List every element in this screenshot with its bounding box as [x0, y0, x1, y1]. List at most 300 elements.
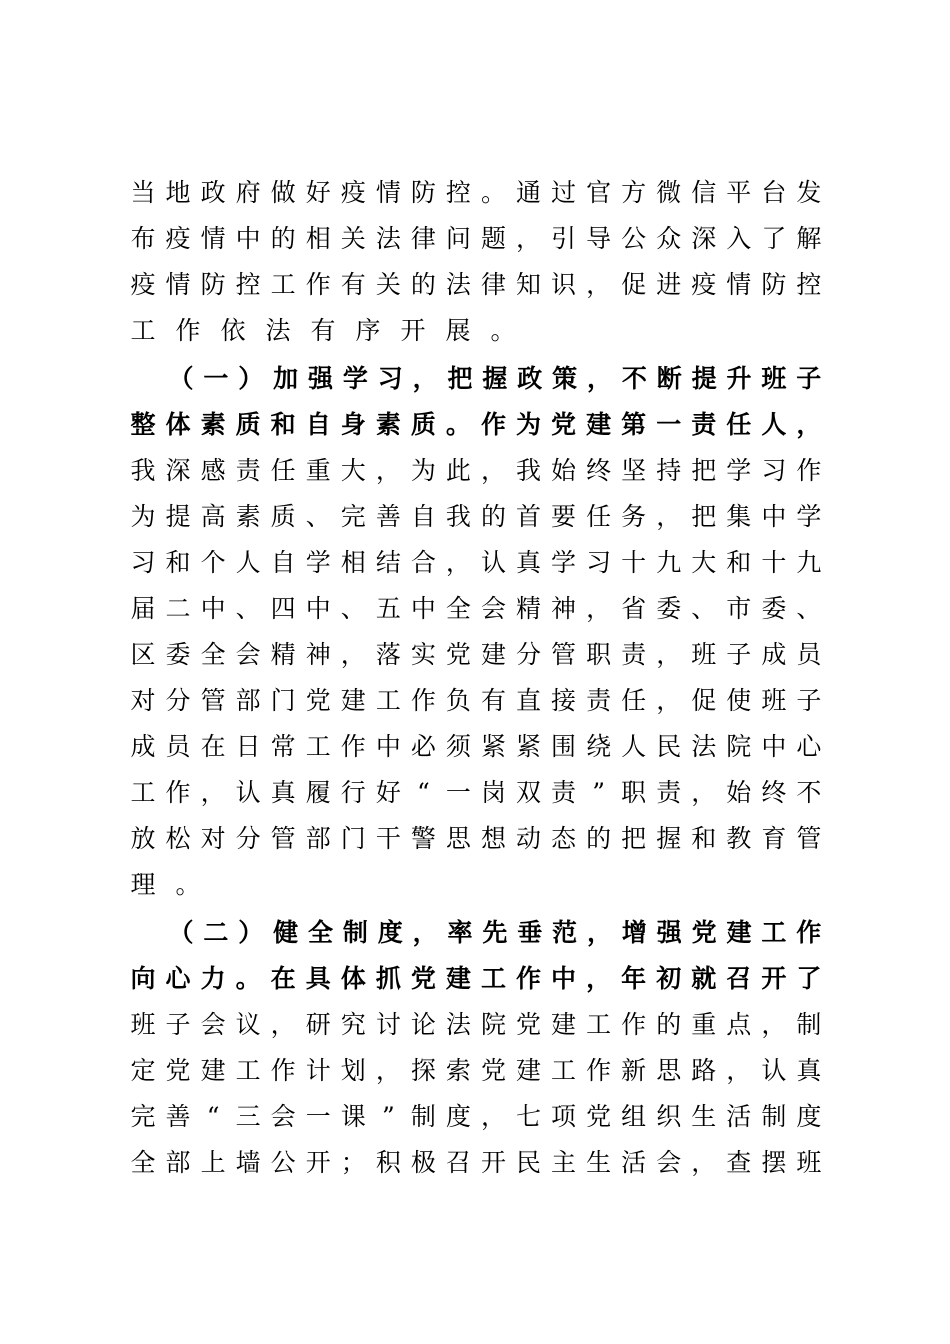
- text-char: 党: [551, 410, 577, 439]
- text-char: 完: [340, 502, 366, 531]
- text-char: 十: [621, 548, 647, 577]
- text-char: 工: [270, 270, 296, 299]
- text-char: 绕: [586, 732, 612, 761]
- text-char: 作: [796, 456, 822, 485]
- text-char: ，: [480, 456, 506, 485]
- text-char: 自: [270, 548, 296, 577]
- text-char: 素: [375, 410, 401, 439]
- text-char: 中: [305, 594, 331, 623]
- text-char: 自: [410, 502, 436, 531]
- text-char: 作: [165, 778, 191, 807]
- text-char: 质: [235, 410, 261, 439]
- text-char: 关: [340, 224, 366, 253]
- text-char: 重: [305, 456, 331, 485]
- text-char: 积: [375, 1148, 401, 1177]
- text-char: 作: [621, 1010, 647, 1039]
- text-line: [130, 632, 822, 678]
- text-char: 成: [761, 640, 787, 669]
- text-line: [130, 956, 822, 1002]
- text-line: [130, 1094, 822, 1140]
- text-char: 的: [270, 224, 296, 253]
- text-char: 把: [447, 364, 473, 393]
- text-char: ，: [445, 548, 471, 577]
- text-char: ，: [412, 364, 438, 393]
- text-char: 双: [516, 778, 542, 807]
- text-char: 责: [235, 456, 261, 485]
- text-char: 在: [270, 964, 296, 993]
- text-char: 的: [586, 824, 612, 853]
- text-char: 党: [445, 640, 471, 669]
- text-char: 员: [165, 732, 191, 761]
- text-char: 素: [200, 410, 226, 439]
- text-char: 日: [235, 732, 261, 761]
- text-char: 制: [761, 1102, 787, 1131]
- text-char: 定: [130, 1056, 156, 1085]
- text-char: （: [168, 364, 194, 393]
- text-char: 四: [270, 594, 296, 623]
- text-char: 班: [691, 640, 717, 669]
- text-char: 入: [726, 224, 752, 253]
- text-char: 重: [691, 1010, 717, 1039]
- text-char: 向: [130, 964, 156, 993]
- text-char: 和: [165, 548, 191, 577]
- text-char: 全: [200, 640, 226, 669]
- text-char: 三: [235, 1102, 261, 1131]
- text-char: 素: [235, 502, 261, 531]
- text-char: 为: [410, 456, 436, 485]
- text-char: 实: [410, 640, 436, 669]
- text-char: 持: [656, 456, 682, 485]
- text-char: 神: [305, 640, 331, 669]
- heading-line: [130, 910, 822, 956]
- text-char: 防: [761, 270, 787, 299]
- text-char: 先: [482, 918, 508, 947]
- text-char: ”: [381, 1102, 395, 1131]
- text-char: 七: [516, 1102, 542, 1131]
- text-char: 学: [796, 502, 822, 531]
- text-char: 坚: [621, 456, 647, 485]
- text-char: 议: [235, 1010, 261, 1039]
- text-char: 路: [691, 1056, 717, 1085]
- text-char: 思: [656, 1056, 682, 1085]
- text-char: 全: [445, 594, 471, 623]
- document-page: [130, 170, 822, 1186]
- text-char: 工: [130, 778, 156, 807]
- text-char: 管: [551, 640, 577, 669]
- text-line: [130, 1048, 822, 1094]
- text-char: 认: [235, 778, 261, 807]
- text-char: 高: [200, 502, 226, 531]
- text-char: 探: [410, 1056, 436, 1085]
- text-char: 把: [621, 824, 647, 853]
- text-char: ，: [200, 778, 226, 807]
- text-char: 。: [480, 178, 506, 207]
- text-char: 须: [445, 732, 471, 761]
- text-char: 墙: [235, 1148, 261, 1177]
- text-char: 落: [375, 640, 401, 669]
- text-char: 制: [796, 1010, 822, 1039]
- text-char: 工: [480, 964, 506, 993]
- text-char: 官: [586, 178, 612, 207]
- text-char: 精: [270, 640, 296, 669]
- text-char: “: [206, 1102, 220, 1131]
- text-char: 态: [551, 824, 577, 853]
- text-char: 织: [656, 1102, 682, 1131]
- text-char: 学: [726, 456, 752, 485]
- text-char: 完: [130, 1102, 156, 1131]
- text-char: “: [416, 778, 430, 807]
- text-char: ，: [656, 502, 682, 531]
- text-char: 九: [796, 548, 822, 577]
- text-char: 法: [375, 224, 401, 253]
- text-char: 会: [235, 640, 261, 669]
- text-char: 召: [726, 964, 752, 993]
- text-char: 责: [551, 778, 577, 807]
- text-char: 围: [551, 732, 577, 761]
- text-char: 、: [305, 502, 331, 531]
- text-char: 法: [445, 270, 471, 299]
- text-char: 松: [165, 824, 191, 853]
- text-char: 地: [165, 178, 191, 207]
- text-char: 握: [482, 364, 508, 393]
- text-char: 防: [410, 178, 436, 207]
- text-char: 省: [621, 594, 647, 623]
- text-char: 论: [410, 1010, 436, 1039]
- text-char: 年: [621, 964, 647, 993]
- text-char: 强: [656, 918, 682, 947]
- text-char: 身: [340, 410, 366, 439]
- text-char: 建: [586, 410, 612, 439]
- text-char: 成: [130, 732, 156, 761]
- text-char: 紧: [516, 732, 542, 761]
- text-char: 促: [621, 270, 647, 299]
- text-char: 开: [400, 316, 426, 345]
- text-char: 部: [305, 824, 331, 853]
- text-char: 率: [447, 918, 473, 947]
- text-char: 度: [796, 1102, 822, 1131]
- text-char: 党: [305, 686, 331, 715]
- text-char: 导: [586, 224, 612, 253]
- text-char: 子: [796, 364, 822, 393]
- text-char: 有: [310, 316, 336, 345]
- text-line: [130, 448, 822, 494]
- text-char: 讨: [375, 1010, 401, 1039]
- text-char: 我: [516, 456, 542, 485]
- text-char: 十: [761, 548, 787, 577]
- text-char: ，: [656, 686, 682, 715]
- text-char: 心: [796, 732, 822, 761]
- text-line: [130, 862, 822, 908]
- text-char: 府: [235, 178, 261, 207]
- text-char: 、: [235, 594, 261, 623]
- text-char: 任: [726, 410, 752, 439]
- text-char: ，: [480, 1102, 506, 1131]
- text-char: 展: [445, 316, 471, 345]
- text-line: [130, 816, 822, 862]
- text-char: 建: [480, 640, 506, 669]
- text-char: 布: [130, 224, 156, 253]
- text-char: 工: [551, 1056, 577, 1085]
- text-char: 使: [726, 686, 752, 715]
- text-char: 作: [175, 316, 201, 345]
- text-char: 中: [761, 732, 787, 761]
- text-char: 必: [410, 732, 436, 761]
- text-char: ，: [412, 918, 438, 947]
- text-char: 班: [130, 1010, 156, 1039]
- text-char: 委: [761, 594, 787, 623]
- text-line: [130, 308, 822, 354]
- text-line: [130, 170, 822, 216]
- text-char: 主: [551, 1148, 577, 1177]
- text-char: 责: [656, 778, 682, 807]
- text-char: 知: [516, 270, 542, 299]
- text-char: ，: [340, 640, 366, 669]
- text-char: 常: [270, 732, 296, 761]
- text-char: （: [168, 918, 194, 947]
- text-char: 疫: [165, 224, 191, 253]
- text-char: 深: [691, 224, 717, 253]
- text-char: 疫: [691, 270, 717, 299]
- text-char: 垂: [517, 918, 543, 947]
- text-char: 动: [516, 824, 542, 853]
- text-char: 政: [517, 364, 543, 393]
- text-char: 控: [796, 270, 822, 299]
- text-char: 九: [656, 548, 682, 577]
- text-char: 会: [656, 1148, 682, 1177]
- text-char: 不: [796, 778, 822, 807]
- text-char: 责: [621, 640, 647, 669]
- text-char: 学: [342, 364, 368, 393]
- text-char: 了: [796, 964, 822, 993]
- text-char: 开: [761, 964, 787, 993]
- text-char: 分: [516, 640, 542, 669]
- text-char: 增: [621, 918, 647, 947]
- text-char: 岗: [480, 778, 506, 807]
- text-char: 班: [796, 1148, 822, 1177]
- text-char: 结: [375, 548, 401, 577]
- text-char: 、: [340, 594, 366, 623]
- text-char: 作: [340, 732, 366, 761]
- text-char: 强: [307, 364, 333, 393]
- text-char: 部: [165, 1148, 191, 1177]
- text-char: 党: [586, 1102, 612, 1131]
- text-char: ，: [656, 640, 682, 669]
- text-char: 门: [340, 824, 366, 853]
- text-char: 会: [480, 594, 506, 623]
- text-char: 众: [656, 224, 682, 253]
- text-char: 大: [691, 548, 717, 577]
- text-char: 真: [516, 548, 542, 577]
- text-char: 门: [270, 686, 296, 715]
- text-char: 集: [726, 502, 752, 531]
- text-char: 作: [586, 1056, 612, 1085]
- text-char: 把: [691, 456, 717, 485]
- text-char: 和: [691, 824, 717, 853]
- text-char: 首: [516, 502, 542, 531]
- heading-line: [130, 356, 822, 402]
- text-char: 班: [761, 364, 787, 393]
- text-char: 工: [130, 316, 156, 345]
- text-char: 体: [340, 964, 366, 993]
- text-char: 任: [270, 456, 296, 485]
- text-char: 责: [691, 410, 717, 439]
- text-char: 健: [273, 918, 299, 947]
- text-line: [130, 540, 822, 586]
- text-char: 引: [551, 224, 577, 253]
- text-char: 过: [551, 178, 577, 207]
- text-char: 全: [130, 1148, 156, 1177]
- text-char: 民: [516, 1148, 542, 1177]
- text-char: 合: [410, 548, 436, 577]
- text-char: ）: [238, 364, 264, 393]
- text-char: ，: [586, 918, 612, 947]
- text-char: 点: [726, 1010, 752, 1039]
- text-char: 加: [273, 364, 299, 393]
- text-char: 开: [305, 1148, 331, 1177]
- text-char: 问: [445, 224, 471, 253]
- text-char: 中: [551, 964, 577, 993]
- text-char: 不: [621, 364, 647, 393]
- text-char: 划: [340, 1056, 366, 1085]
- text-char: 部: [235, 686, 261, 715]
- text-char: 思: [445, 824, 471, 853]
- text-char: 个: [200, 548, 226, 577]
- text-char: 子: [726, 640, 752, 669]
- text-char: 区: [130, 640, 156, 669]
- text-char: 习: [586, 548, 612, 577]
- text-char: 计: [305, 1056, 331, 1085]
- text-char: 理: [130, 870, 156, 899]
- text-char: 握: [656, 824, 682, 853]
- text-char: 始: [551, 456, 577, 485]
- text-char: 当: [130, 178, 156, 207]
- text-char: 第: [621, 410, 647, 439]
- text-char: 党: [410, 964, 436, 993]
- text-line: [130, 724, 822, 770]
- text-char: 升: [726, 364, 752, 393]
- text-char: 心: [165, 964, 191, 993]
- text-char: 整: [130, 410, 156, 439]
- text-char: 。: [235, 964, 261, 993]
- text-line: [130, 262, 822, 308]
- text-char: 二: [203, 918, 229, 947]
- text-char: 促: [691, 686, 717, 715]
- text-char: 会: [270, 1102, 296, 1131]
- text-char: 情: [200, 224, 226, 253]
- text-char: 党: [691, 918, 717, 947]
- text-char: 子: [165, 1010, 191, 1039]
- text-char: 建: [445, 964, 471, 993]
- text-char: ，: [270, 1010, 296, 1039]
- text-char: 识: [551, 270, 577, 299]
- text-char: 控: [445, 178, 471, 207]
- text-char: 关: [375, 270, 401, 299]
- text-char: 在: [200, 732, 226, 761]
- text-char: 分: [165, 686, 191, 715]
- text-char: 序: [355, 316, 381, 345]
- text-char: 党: [165, 1056, 191, 1085]
- text-char: 的: [656, 1010, 682, 1039]
- text-char: 律: [480, 270, 506, 299]
- text-char: 工: [375, 686, 401, 715]
- text-char: 建: [200, 1056, 226, 1085]
- text-char: ，: [761, 1010, 787, 1039]
- paragraph-2: [130, 356, 822, 908]
- text-char: 此: [445, 456, 471, 485]
- text-char: 。: [175, 870, 201, 899]
- text-char: 提: [165, 502, 191, 531]
- text-char: 任: [586, 502, 612, 531]
- text-char: 了: [761, 224, 787, 253]
- text-char: ”: [592, 778, 605, 807]
- text-char: 研: [305, 1010, 331, 1039]
- text-char: 、: [796, 594, 822, 623]
- text-line: [130, 1140, 822, 1186]
- text-char: 建: [551, 1010, 577, 1039]
- text-char: 院: [726, 732, 752, 761]
- text-char: 工: [761, 918, 787, 947]
- text-char: 职: [586, 640, 612, 669]
- text-char: 情: [375, 178, 401, 207]
- text-char: ，: [375, 1056, 401, 1085]
- text-char: 法: [691, 732, 717, 761]
- text-char: 建: [726, 918, 752, 947]
- text-char: 情: [165, 270, 191, 299]
- text-char: 开: [480, 1148, 506, 1177]
- text-char: 具: [305, 964, 331, 993]
- text-line: [130, 494, 822, 540]
- text-char: 为: [516, 410, 542, 439]
- text-char: 分: [235, 824, 261, 853]
- text-char: ，: [516, 224, 542, 253]
- text-char: 究: [340, 1010, 366, 1039]
- text-char: 作: [516, 964, 542, 993]
- text-char: 解: [796, 224, 822, 253]
- text-char: 。: [445, 410, 471, 439]
- text-char: 直: [516, 686, 542, 715]
- text-char: 控: [235, 270, 261, 299]
- text-char: 子: [796, 686, 822, 715]
- text-char: 职: [621, 778, 647, 807]
- text-char: 责: [586, 686, 612, 715]
- text-char: 相: [340, 548, 366, 577]
- text-char: 工: [586, 1010, 612, 1039]
- text-char: 情: [726, 270, 752, 299]
- text-char: 范: [552, 918, 578, 947]
- text-char: 会: [200, 1010, 226, 1039]
- text-char: 建: [516, 1056, 542, 1085]
- text-char: ，: [586, 270, 612, 299]
- text-char: 为: [130, 502, 156, 531]
- text-char: 作: [305, 270, 331, 299]
- text-char: 力: [200, 964, 226, 993]
- paragraph-3: [130, 910, 822, 1186]
- text-char: ，: [691, 778, 717, 807]
- text-char: 委: [656, 594, 682, 623]
- text-char: 题: [480, 224, 506, 253]
- text-char: 策: [552, 364, 578, 393]
- text-char: 课: [340, 1102, 366, 1131]
- text-char: 中: [761, 502, 787, 531]
- text-char: 好: [305, 178, 331, 207]
- text-char: 委: [165, 640, 191, 669]
- text-char: 育: [761, 824, 787, 853]
- text-char: 和: [270, 410, 296, 439]
- text-char: 工: [235, 1056, 261, 1085]
- text-char: ，: [691, 1148, 717, 1177]
- text-char: 作: [410, 686, 436, 715]
- text-char: 员: [796, 640, 822, 669]
